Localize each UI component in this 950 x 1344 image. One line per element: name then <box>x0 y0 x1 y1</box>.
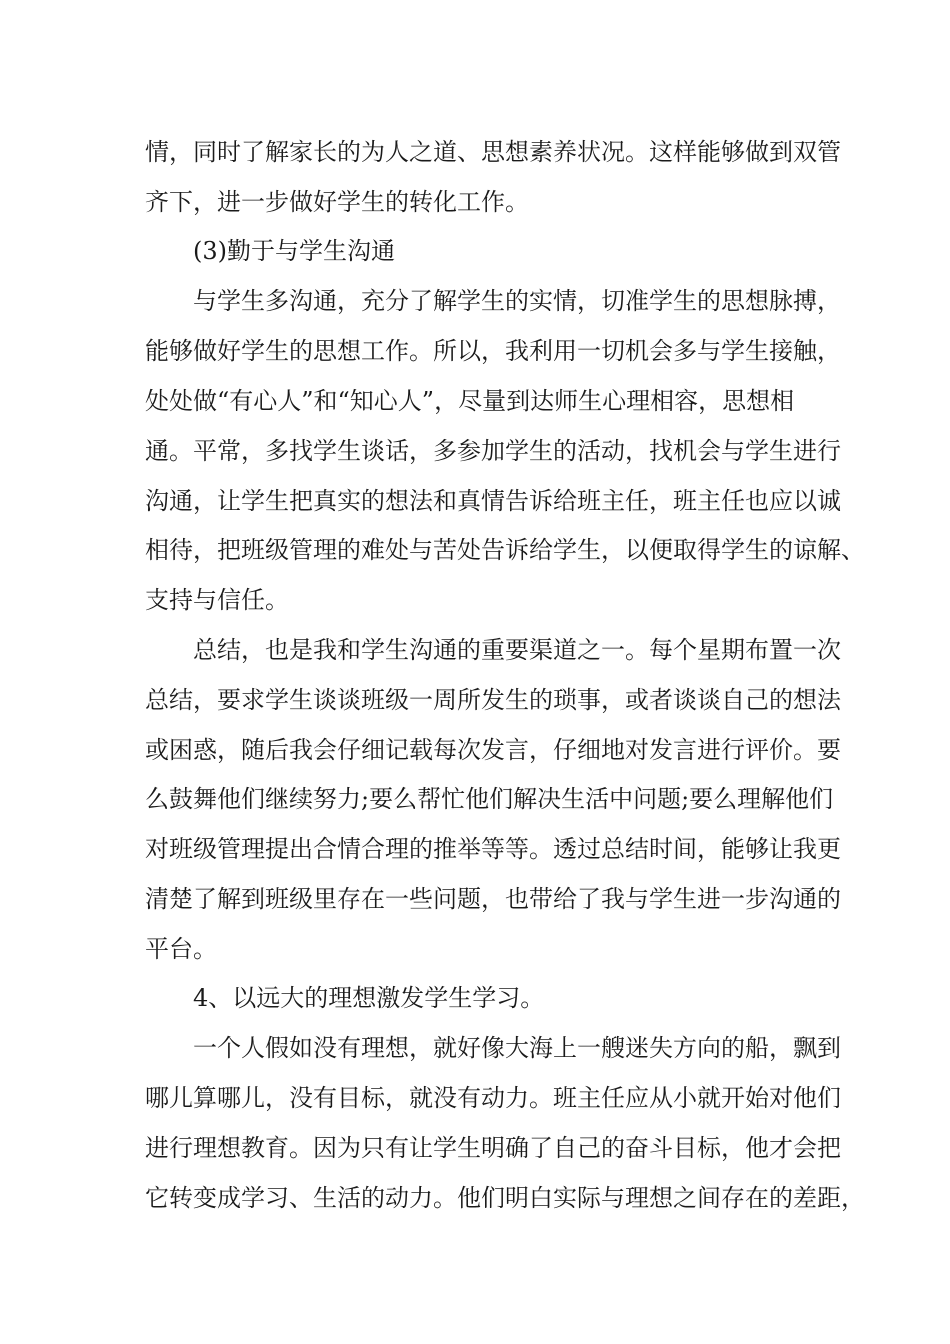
text-line: 情，同时了解家长的为人之道、思想素养状况。这样能够做到双管 <box>145 138 841 166</box>
text-line: 清楚了解到班级里存在一些问题，也带给了我与学生进一步沟通的 <box>145 885 841 913</box>
text-line: 相待，把班级管理的难处与苦处告诉给学生，以便取得学生的谅解、 <box>145 536 865 564</box>
text-line: 总结，要求学生谈谈班级一周所发生的琐事，或者谈谈自己的想法 <box>145 686 841 714</box>
text-line: 进行理想教育。因为只有让学生明确了自己的奋斗目标，他才会把 <box>145 1134 841 1162</box>
text-line: 齐下，进一步做好学生的转化工作。 <box>145 188 529 216</box>
text-line: 哪儿算哪儿，没有目标，就没有动力。班主任应从小就开始对他们 <box>145 1084 841 1112</box>
text-line: 一个人假如没有理想，就好像大海上一艘迷失方向的船，飘到 <box>193 1034 841 1062</box>
section-heading: 4、以远大的理想激发学生学习。 <box>193 984 545 1012</box>
text-line: 处处做“有心人”和“知心人”，尽量到达师生心理相容，思想相 <box>145 387 795 415</box>
text-line: 么鼓舞他们继续努力;要么帮忙他们解决生活中问题;要么理解他们 <box>145 785 834 813</box>
text-line: 沟通，让学生把真实的想法和真情告诉给班主任，班主任也应以诚 <box>145 487 841 515</box>
text-line: 它转变成学习、生活的动力。他们明白实际与理想之间存在的差距， <box>145 1184 865 1212</box>
section-heading: (3)勤于与学生沟通 <box>193 237 395 265</box>
text-line: 平台。 <box>145 935 217 963</box>
text-line: 对班级管理提出合情合理的推举等等。透过总结时间，能够让我更 <box>145 835 841 863</box>
text-line: 或困惑，随后我会仔细记载每次发言，仔细地对发言进行评价。要 <box>145 736 841 764</box>
text-line: 总结，也是我和学生沟通的重要渠道之一。每个星期布置一次 <box>193 636 841 664</box>
text-line: 通。平常，多找学生谈话，多参加学生的活动，找机会与学生进行 <box>145 437 841 465</box>
text-line: 与学生多沟通，充分了解学生的实情，切准学生的思想脉搏， <box>193 287 841 315</box>
text-line: 支持与信任。 <box>145 586 289 614</box>
text-line: 能够做好学生的思想工作。所以，我利用一切机会多与学生接触， <box>145 337 841 365</box>
